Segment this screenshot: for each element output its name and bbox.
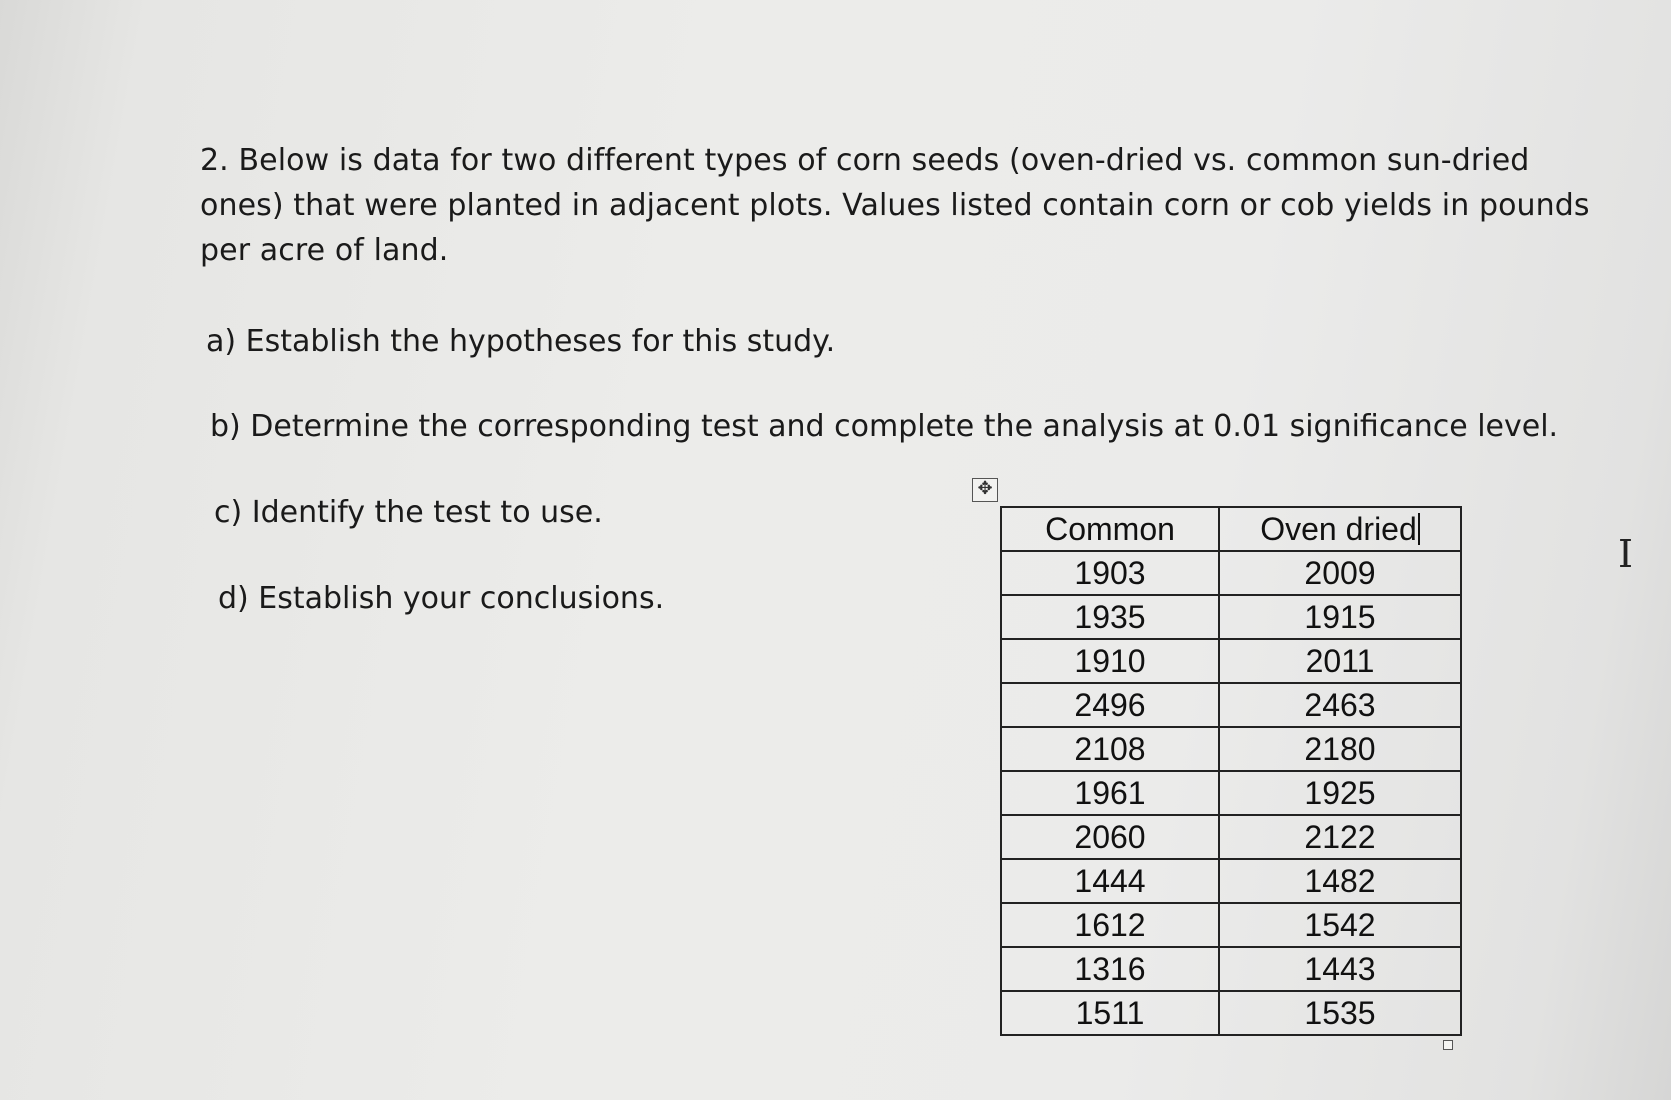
table-row bbox=[1001, 595, 1461, 639]
table-row bbox=[1001, 727, 1461, 771]
cell-oven-dried[interactable]: 2009 bbox=[1219, 551, 1461, 595]
table-row bbox=[1001, 639, 1461, 683]
cell-common[interactable]: 1910 bbox=[1001, 639, 1219, 683]
text-cursor-icon: I bbox=[1618, 532, 1634, 576]
text-caret bbox=[1418, 513, 1420, 545]
table-row bbox=[1001, 991, 1461, 1035]
question-part-b: b) Determine the corresponding test and complete the analysis at 0.01 significance level. bbox=[210, 409, 1559, 444]
table-row bbox=[1001, 683, 1461, 727]
cell-common[interactable]: 1316 bbox=[1001, 947, 1219, 991]
table-row bbox=[1001, 815, 1461, 859]
cell-oven-dried[interactable]: 1542 bbox=[1219, 903, 1461, 947]
cell-oven-dried[interactable]: 1535 bbox=[1219, 991, 1461, 1035]
cell-common[interactable]: 2060 bbox=[1001, 815, 1219, 859]
header-oven-dried-label: Oven dried bbox=[1260, 510, 1417, 547]
table-row bbox=[1001, 859, 1461, 903]
table-row bbox=[1001, 771, 1461, 815]
table-body bbox=[1001, 551, 1461, 1035]
table-move-icon[interactable]: ✥ bbox=[972, 478, 998, 502]
problem-statement: 2. Below is data for two different types of corn seeds (oven-dried vs. common sun-dried ones) that were planted in adjacent plots. Values listed contain corn or cob yields in pounds per acre of land. bbox=[200, 143, 1590, 268]
cell-common[interactable]: 2496 bbox=[1001, 683, 1219, 727]
cell-common[interactable]: 1935 bbox=[1001, 595, 1219, 639]
table-resize-icon[interactable] bbox=[1443, 1040, 1453, 1050]
cell-oven-dried[interactable]: 1915 bbox=[1219, 595, 1461, 639]
table-header-row bbox=[1001, 507, 1461, 551]
cell-oven-dried[interactable]: 2122 bbox=[1219, 815, 1461, 859]
cell-common[interactable]: 1961 bbox=[1001, 771, 1219, 815]
header-oven-dried[interactable] bbox=[1219, 507, 1461, 551]
cell-common[interactable]: 2108 bbox=[1001, 727, 1219, 771]
cell-oven-dried[interactable]: 1482 bbox=[1219, 859, 1461, 903]
question-part-c: c) Identify the test to use. bbox=[214, 495, 603, 530]
cell-oven-dried[interactable]: 2011 bbox=[1219, 639, 1461, 683]
cell-oven-dried[interactable]: 1443 bbox=[1219, 947, 1461, 991]
table-row bbox=[1001, 903, 1461, 947]
cell-oven-dried[interactable]: 1925 bbox=[1219, 771, 1461, 815]
question-part-a: a) Establish the hypotheses for this study. bbox=[206, 324, 836, 359]
cell-oven-dried[interactable]: 2180 bbox=[1219, 727, 1461, 771]
table-row bbox=[1001, 551, 1461, 595]
table-row bbox=[1001, 947, 1461, 991]
cell-oven-dried[interactable]: 2463 bbox=[1219, 683, 1461, 727]
cell-common[interactable]: 1511 bbox=[1001, 991, 1219, 1035]
question-part-d: d) Establish your conclusions. bbox=[218, 581, 665, 616]
cell-common[interactable]: 1903 bbox=[1001, 551, 1219, 595]
yield-table bbox=[1000, 506, 1462, 1036]
cell-common[interactable]: 1612 bbox=[1001, 903, 1219, 947]
header-common[interactable]: Common bbox=[1001, 507, 1219, 551]
cell-common[interactable]: 1444 bbox=[1001, 859, 1219, 903]
